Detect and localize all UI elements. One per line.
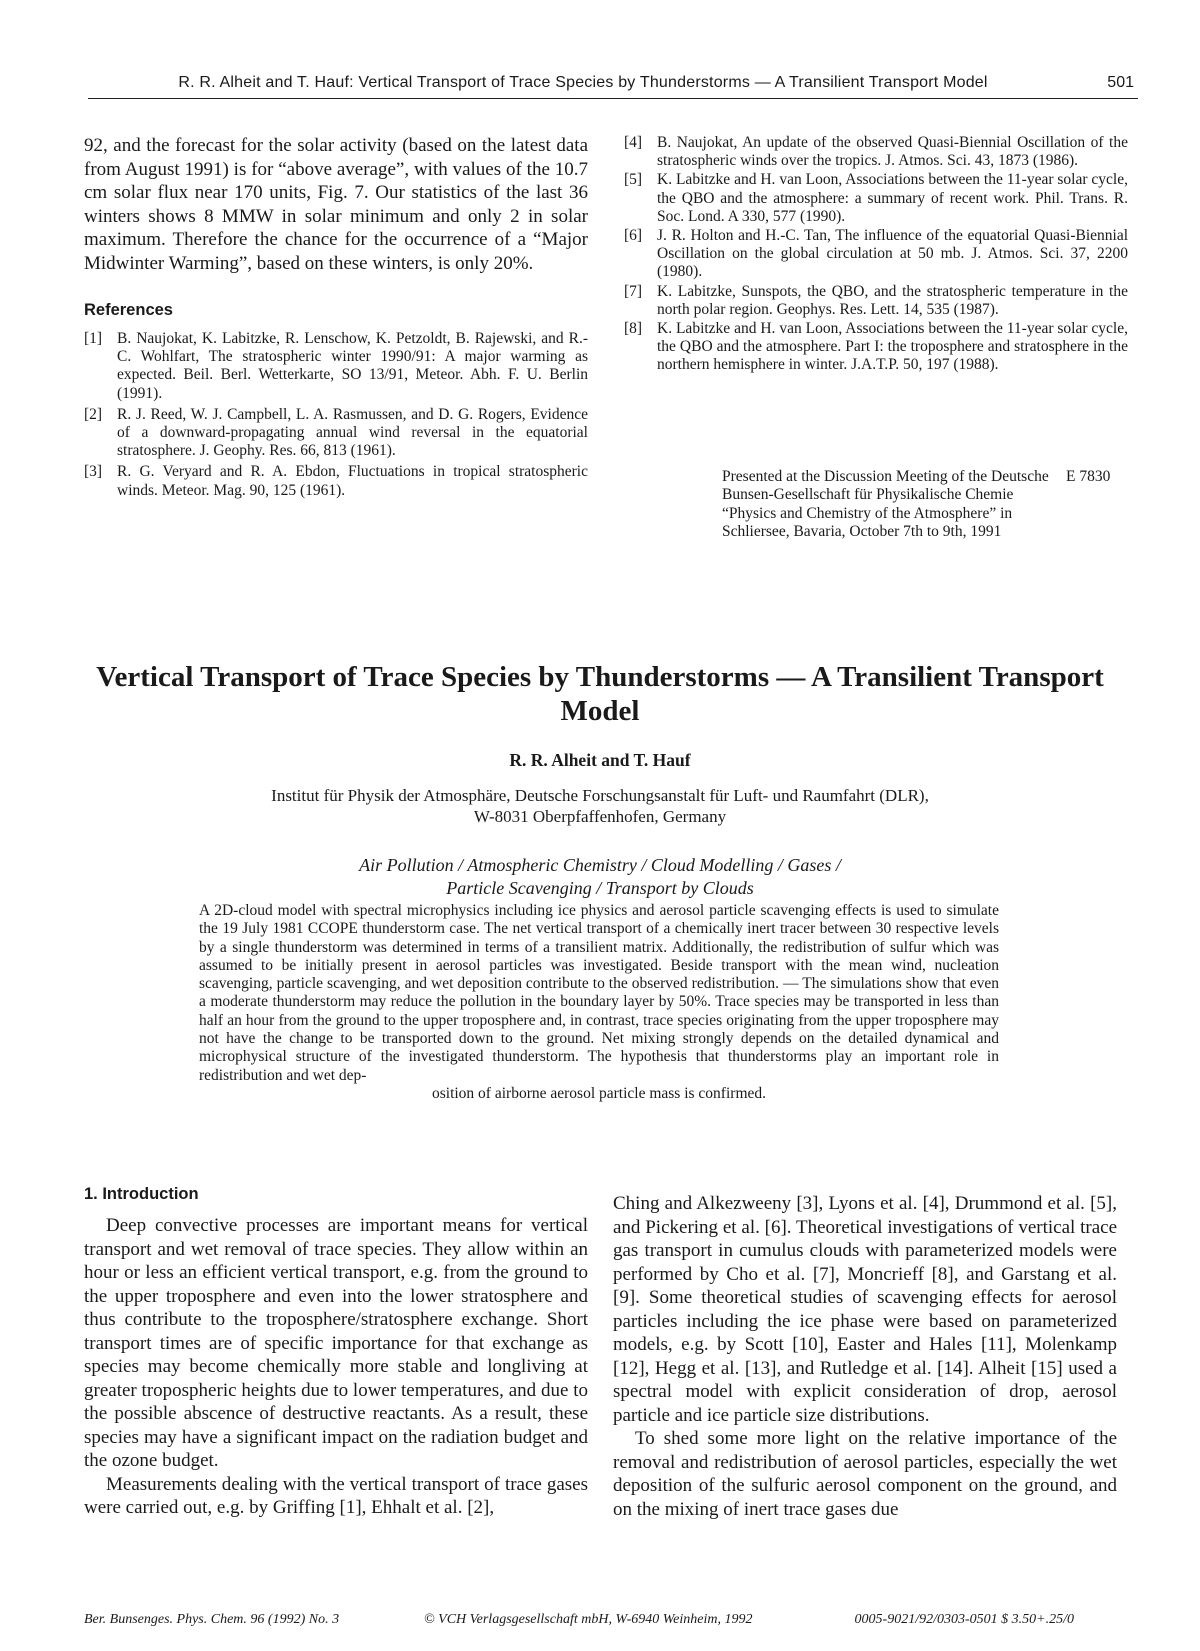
abstract-last-line: osition of airborne aerosol particle mass is confirmed.	[431, 1084, 766, 1102]
reference-item	[624, 283, 1128, 319]
article-keywords	[90, 854, 1110, 900]
article-authors: R. R. Alheit and T. Hauf	[509, 750, 691, 770]
bottom-left-column	[84, 1185, 588, 1520]
introduction-paragraph: Measurements dealing with the vertical transport of trace gases were carried out, e.g. by Griffing [1], Ehhalt et al. [2],	[84, 1473, 588, 1518]
affiliation-line: Institut für Physik der Atmosphäre, Deutsche Forschungsanstalt für Luft- und Raumfahrt (DLR),	[271, 786, 929, 805]
introduction-paragraph: To shed some more light on the relative importance of the removal and redistribution of aerosol particles, especially the wet deposition of the sulfuric aerosol component on the ground, and on the mixing of inert trace gases due	[613, 1428, 1117, 1520]
running-title: R. R. Alheit and T. Hauf: Vertical Transport of Trace Species by Thunderstorms — A Transilient Transport Model	[178, 74, 988, 91]
top-right-column	[624, 134, 1128, 376]
reference-number: [3]	[84, 463, 103, 481]
introduction-heading: 1. Introduction	[84, 1185, 199, 1203]
reference-number: [7]	[624, 282, 643, 300]
reference-item	[84, 330, 588, 403]
keywords-line: Particle Scavenging / Transport by Clouds	[446, 878, 754, 898]
running-header	[88, 70, 1138, 99]
bottom-right-column	[613, 1192, 1117, 1521]
reference-item	[84, 463, 588, 499]
introduction-paragraph: Ching and Alkezweeny [3], Lyons et al. [4], Drummond et al. [5], and Pickering et al. [6]. Theoretical investigations of vertical trace gas transport in cumulus clouds with parameterized models were performed by Cho et al. [7], Moncrieff [8], and Garstang et al. [9]. Some theoretical studies of scavenging effects for aerosol particles including the ice phase were based on parameterized models, e.g. by Scott [10], Easter and Hales [11], Molenkamp [12], Hegg et al. [13], and Rutledge et al. [14]. Alheit [15] used a spectral model with explicit consideration of drop, aerosol particle and ice particle size distributions.	[613, 1193, 1117, 1426]
introduction-paragraph: Deep convective processes are important means for vertical transport and wet removal of trace species. They allow within an hour or less an efficient vertical transport, e.g. from the ground to the upper troposphere and even into the lower stratosphere and thus contribute to the troposphere/stratosphere exchange. Short transport times are of specific importance for that exchange as species may become chemically more stable and longliving at greater tropospheric heights due to lower temperatures, and due to the possible abscence of destructive reactants. As a result, these species may have a significant impact on the radiation budget and the ozone budget.	[84, 1215, 588, 1471]
keywords-line: Air Pollution / Atmospheric Chemistry / Cloud Modelling / Gases /	[359, 855, 841, 875]
affiliation-line: W-8031 Oberpfaffenhofen, Germany	[473, 807, 727, 826]
reference-number: [1]	[84, 330, 103, 347]
reference-text: K. Labitzke and H. van Loon, Associations between the 11-year solar cycle, the QBO and the atmosphere. Part I: the troposphere and stratosphere in the northern hemisphere in winter. J.A.T.P. 50, 197 (1988).	[657, 320, 1128, 374]
reference-item	[624, 171, 1128, 226]
closing-paragraph: 92, and the forecast for the solar activity (based on the latest data from August 1991) is for “above average”, with values of the 10.7 cm solar flux near 170 units, Fig. 7. Our statistics of the last 36 winters shows 8 MMW in solar minimum and only 2 in solar maximum. Therefore the chance for the occurrence of a “Major Midwinter Warming”, based on these winters, is only 20%.	[84, 135, 588, 274]
reference-text: B. Naujokat, K. Labitzke, R. Lenschow, K. Petzoldt, B. Rajewski, and R.-C. Wohlfart, The stratospheric winter 1990/91: A major warming as expected. Beil. Berl. Wetterkarte, SO 13/91, Meteor. Abh. F. U. Berlin (1991).	[117, 330, 588, 402]
reference-number: [8]	[624, 320, 643, 338]
footer-code: 0005-9021/92/0303-0501 $ 3.50+.25/0	[854, 1612, 1074, 1627]
top-left-column	[84, 134, 588, 503]
reference-number: [5]	[624, 171, 643, 189]
page-number: 501	[1107, 74, 1134, 91]
reference-number: [6]	[624, 227, 643, 245]
reference-item	[624, 134, 1128, 170]
references-heading: References	[84, 301, 173, 319]
abstract-text: A 2D-cloud model with spectral microphysics including ice physics and aerosol particle scavenging effects is used to simulate the 19 July 1981 CCOPE thunderstorm case. The net vertical transport of a chemically inert tracer between 30 respective levels by a single thunderstorm was determined in terms of a transilient matrix. Additionally, the redistribution of sulfur which was assumed to be initially present in aerosol particles was investigated. Beside transport with the mean wind, nucleation scavenging, particle scavenging, and wet deposition contribute to the observed redistribution. — The simulations show that even a moderate thunderstorm may reduce the pollution in the boundary layer by 50%. Trace species may be transported in less than half an hour from the ground to the upper troposphere and, in contrast, trace species originating from the upper troposphere may not have the change to be transported down to the ground. Net mixing strongly depends on the detailed dynamical and microphysical structure of the investigated thunderstorm. The hypothesis that thunderstorms play an important role in redistribution and wet dep-	[199, 902, 999, 1084]
reference-text: K. Labitzke and H. van Loon, Associations between the 11-year solar cycle, the QBO and the atmosphere: a summary of recent work. Phil. Trans. R. Soc. Lond. A 330, 577 (1990).	[657, 171, 1128, 225]
reference-item	[84, 406, 588, 461]
reference-text: R. G. Veryard and R. A. Ebdon, Fluctuations in tropical stratospheric winds. Meteor. Mag. 90, 125 (1961).	[117, 463, 588, 499]
article-abstract	[199, 902, 999, 1103]
reference-list-right	[624, 134, 1128, 375]
reference-item	[624, 227, 1128, 282]
presented-note: Presented at the Discussion Meeting of the Deutsche Bunsen-Gesellschaft für Physikalische Chemie “Physics and Chemistry of the Atmosphere” in Schliersee, Bavaria, October 7th to 9th, 1991	[722, 468, 1049, 541]
footer-journal: Ber. Bunsenges. Phys. Chem. 96 (1992) No. 3	[84, 1612, 340, 1627]
footer-publisher: © VCH Verlagsgesellschaft mbH, W-6940 Weinheim, 1992	[424, 1612, 753, 1627]
article-title: Vertical Transport of Trace Species by Thunderstorms — A Transilient Transport Model	[96, 661, 1104, 727]
manuscript-code: E 7830	[1066, 468, 1111, 485]
reference-list-left	[84, 330, 588, 500]
reference-text: R. J. Reed, W. J. Campbell, L. A. Rasmussen, and D. G. Rogers, Evidence of a downward-propagating annual wind reversal in the equatorial stratosphere. J. Geophy. Res. 66, 813 (1961).	[117, 405, 588, 460]
reference-text: J. R. Holton and H.-C. Tan, The influence of the equatorial Quasi-Biennial Oscillation on the global circulation at 50 mb. J. Atmos. Sci. 37, 2200 (1980).	[657, 227, 1128, 281]
reference-text: K. Labitzke, Sunspots, the QBO, and the stratospheric temperature in the north polar region. Geophys. Res. Lett. 14, 535 (1987).	[657, 282, 1128, 318]
article-affiliation	[90, 785, 1110, 827]
reference-number: [4]	[624, 134, 643, 151]
reference-text: B. Naujokat, An update of the observed Quasi-Biennial Oscillation of the stratospheric winds over the tropics. J. Atmos. Sci. 43, 1873 (1986).	[657, 134, 1128, 170]
reference-item	[624, 320, 1128, 375]
reference-number: [2]	[84, 405, 103, 423]
